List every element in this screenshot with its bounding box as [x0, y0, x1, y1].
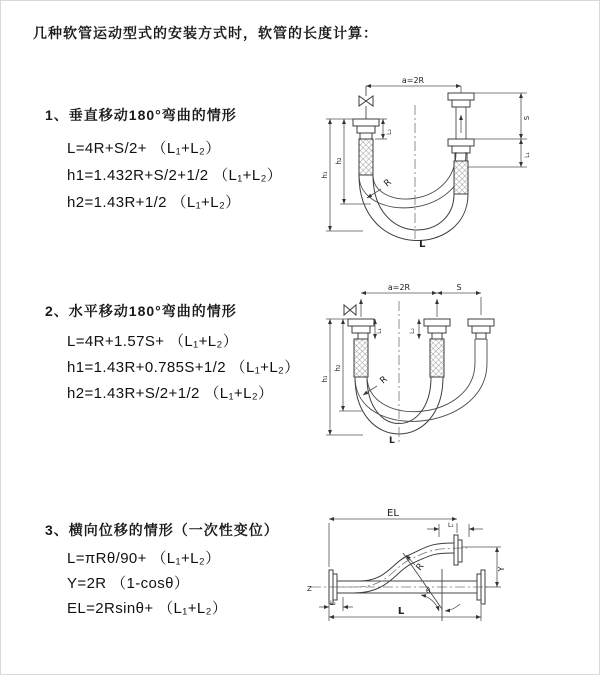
- hose-curves: [359, 152, 468, 241]
- dim-label-h2: h₂: [335, 157, 343, 165]
- formula-line: L=4R+1.57S+ （L₁+L₂）: [67, 333, 239, 350]
- dim-label-h2: h₂: [334, 364, 342, 372]
- angle-label-theta: θ: [426, 587, 431, 595]
- hose-curves: [355, 363, 487, 434]
- dim-label-s: S: [456, 283, 462, 292]
- dim-label-r: R: [378, 374, 390, 387]
- dim-label-r: R: [414, 561, 427, 573]
- formula-line: L=4R+S/2+ （L₁+L₂）: [67, 140, 221, 157]
- hose-s-curve: [337, 543, 467, 593]
- right-fitting-upper: [448, 93, 474, 139]
- dim-l2: [319, 597, 353, 611]
- upper-flange: [454, 535, 501, 565]
- dim-label-el: EL: [387, 508, 399, 519]
- dim-l2: [375, 119, 393, 139]
- section-1-heading: 1、垂直移动180°弯曲的情形: [45, 107, 237, 123]
- formula-line: h1=1.432R+S/2+1/2 （L₁+L₂）: [67, 167, 283, 184]
- dim-l1: [521, 139, 531, 167]
- dim-y: [485, 547, 506, 587]
- dim-label-l2: L₂: [386, 129, 393, 135]
- formula-line: h2=1.43R+S/2+1/2 （L₁+L₂）: [67, 385, 274, 402]
- left-fitting: [348, 319, 374, 377]
- dim-l: [329, 605, 481, 621]
- section-3-formulas: [67, 546, 227, 621]
- valve-icon: [359, 86, 373, 119]
- dim-label-s: S: [523, 115, 531, 121]
- dim-r: [367, 178, 394, 198]
- page-title: 几种软管运动型式的安装方式时，软管的长度计算：: [33, 25, 378, 41]
- section-2-formulas: [67, 329, 300, 407]
- right-fitting-lower: [448, 139, 474, 194]
- dim-label-l: L: [397, 606, 405, 617]
- diagram-2-svg: [317, 283, 593, 475]
- dim-label-r: R: [382, 177, 394, 190]
- dim-label-l1: L₁: [376, 328, 383, 334]
- dim-label-l: L: [389, 436, 395, 446]
- section-1: [45, 105, 237, 125]
- dim-label-a2r: a=2R: [401, 76, 425, 85]
- dim-label-a2r: a=2R: [387, 283, 411, 292]
- middle-fitting: [424, 319, 450, 377]
- braided-hose: [454, 161, 468, 194]
- right-fitting: [468, 319, 494, 363]
- section-3-heading: 3、横向位移的情形（一次性变位）: [45, 522, 279, 538]
- dim-el: [329, 508, 457, 567]
- formula-line: Y=2R （1-cosθ）: [67, 575, 190, 592]
- formula-line: h1=1.43R+0.785S+1/2 （L₁+L₂）: [67, 359, 300, 376]
- left-fitting: [353, 119, 379, 175]
- dim-a2r: [366, 76, 461, 93]
- dim-r: [406, 555, 426, 573]
- dim-l1: [375, 319, 383, 339]
- diagram-1-svg: [315, 71, 591, 265]
- diagram-1-vertical-movement: [315, 71, 591, 265]
- dim-s: [468, 93, 531, 167]
- valve-icon: [344, 305, 356, 315]
- braided-hose: [354, 339, 368, 377]
- section-2-heading: 2、水平移动180°弯曲的情形: [45, 303, 237, 319]
- section-3: [45, 520, 279, 540]
- dim-label-l2: L₂: [330, 600, 336, 607]
- diagram-3-svg: [299, 507, 599, 652]
- dim-label-l: L: [419, 239, 426, 250]
- centerline-mark: Z: [307, 585, 312, 593]
- dim-label-h1: h₁: [321, 375, 329, 383]
- dim-a2r: [361, 283, 437, 293]
- formula-line: EL=2Rsinθ+ （L₁+L₂）: [67, 600, 228, 617]
- dim-label-y: Y: [497, 566, 506, 572]
- dim-h1: [321, 119, 363, 231]
- dim-label-h1: h₁: [321, 171, 329, 179]
- braided-hose: [430, 339, 444, 377]
- diagram-3-lateral-displacement: [299, 507, 599, 652]
- dim-label-l1: L₁: [448, 522, 454, 529]
- dim-label-l1: L₁: [524, 152, 531, 158]
- dim-s: [437, 283, 481, 293]
- dim-l2: [409, 319, 419, 339]
- section-2: [45, 301, 237, 321]
- braided-hose: [359, 139, 373, 175]
- section-1-formulas: [67, 135, 282, 216]
- formula-line: h2=1.43R+1/2 （L₁+L₂）: [67, 194, 241, 211]
- dim-label-l2: L₂: [409, 328, 416, 334]
- diagram-2-horizontal-movement: [317, 283, 593, 475]
- formula-line: L=πRθ/90+ （L₁+L₂）: [67, 550, 221, 567]
